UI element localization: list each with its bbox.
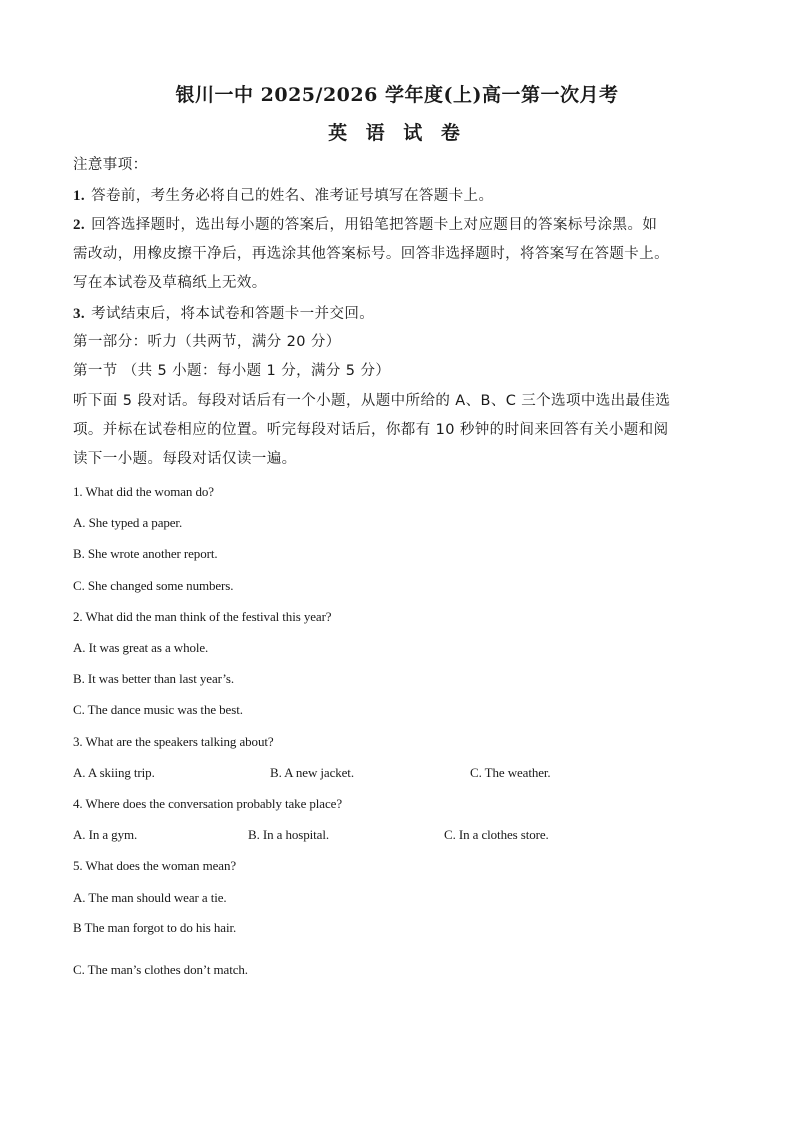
part1-heading: 第一部分：听力（共两节，满分 20 分） xyxy=(73,334,341,350)
question-option: B The man forgot to do his hair. xyxy=(73,920,237,935)
section1-heading: 第一节 （共 5 小题：每小题 1 分，满分 5 分） xyxy=(73,363,391,379)
question-option: B. In a hospital. xyxy=(248,827,329,842)
notice-item-number: 3. xyxy=(73,306,86,322)
question-option: C. The man’s clothes don’t match. xyxy=(73,962,248,977)
notice-item-text: 回答选择题时，选出每小题的答案后，用铅笔把答题卡上对应题目的答案标号涂黑。如 xyxy=(91,217,658,233)
question-stem: 2. What did the man think of the festival this year? xyxy=(73,609,332,624)
instructions-line-2: 项。并标在试卷相应的位置。听完每段对话后，你都有 10 秒钟的时间来回答有关小题和阅 xyxy=(73,422,669,438)
instructions-line-3: 读下一小题。每段对话仅读一遍。 xyxy=(73,451,297,467)
notice-item-text: 答卷前，考生务必将自己的姓名、准考证号填写在答题卡上。 xyxy=(91,188,494,204)
notice-item-1 xyxy=(73,182,723,211)
exam-subtitle: 英 语 试 卷 xyxy=(328,122,466,144)
notice-item-number: 2. xyxy=(73,217,86,233)
question-option: A. The man should wear a tie. xyxy=(73,890,227,905)
question-option: A. In a gym. xyxy=(73,827,138,842)
question-option: A. It was great as a whole. xyxy=(73,640,209,655)
instructions-line-1: 听下面 5 段对话。每段对话后有一个小题，从题中所给的 A、B、C 三个选项中选出最佳选 xyxy=(73,393,671,409)
question-stem: 5. What does the woman mean? xyxy=(73,858,237,873)
question-option: C. In a clothes store. xyxy=(444,827,549,842)
question-stem: 1. What did the woman do? xyxy=(73,484,214,499)
question-option: B. She wrote another report. xyxy=(73,546,218,561)
notice-item-2-line-1 xyxy=(73,211,723,240)
question-option: A. A skiing trip. xyxy=(73,765,155,780)
notice-item-text: 考试结束后，将本试卷和答题卡一并交回。 xyxy=(91,306,375,322)
notice-item-2-line-3: 写在本试卷及草稿纸上无效。 xyxy=(73,275,267,291)
notice-heading: 注意事项： xyxy=(73,157,148,173)
question-option: B. A new jacket. xyxy=(270,765,354,780)
exam-title: 银川一中 2025/2026 学年度(上)高一第一次月考 xyxy=(175,84,619,106)
question-option: C. The weather. xyxy=(470,765,551,780)
notice-item-number: 1. xyxy=(73,188,86,204)
question-stem: 4. Where does the conversation probably take place? xyxy=(73,796,342,811)
question-option: B. It was better than last year’s. xyxy=(73,671,234,686)
question-stem: 3. What are the speakers talking about? xyxy=(73,734,274,749)
question-option: A. She typed a paper. xyxy=(73,515,183,530)
question-option: C. The dance music was the best. xyxy=(73,702,243,717)
notice-item-2-line-2: 需改动，用橡皮擦干净后，再选涂其他答案标号。回答非选择题时，将答案写在答题卡上。 xyxy=(73,246,669,262)
notice-item-3 xyxy=(73,300,723,329)
question-option: C. She changed some numbers. xyxy=(73,578,234,593)
